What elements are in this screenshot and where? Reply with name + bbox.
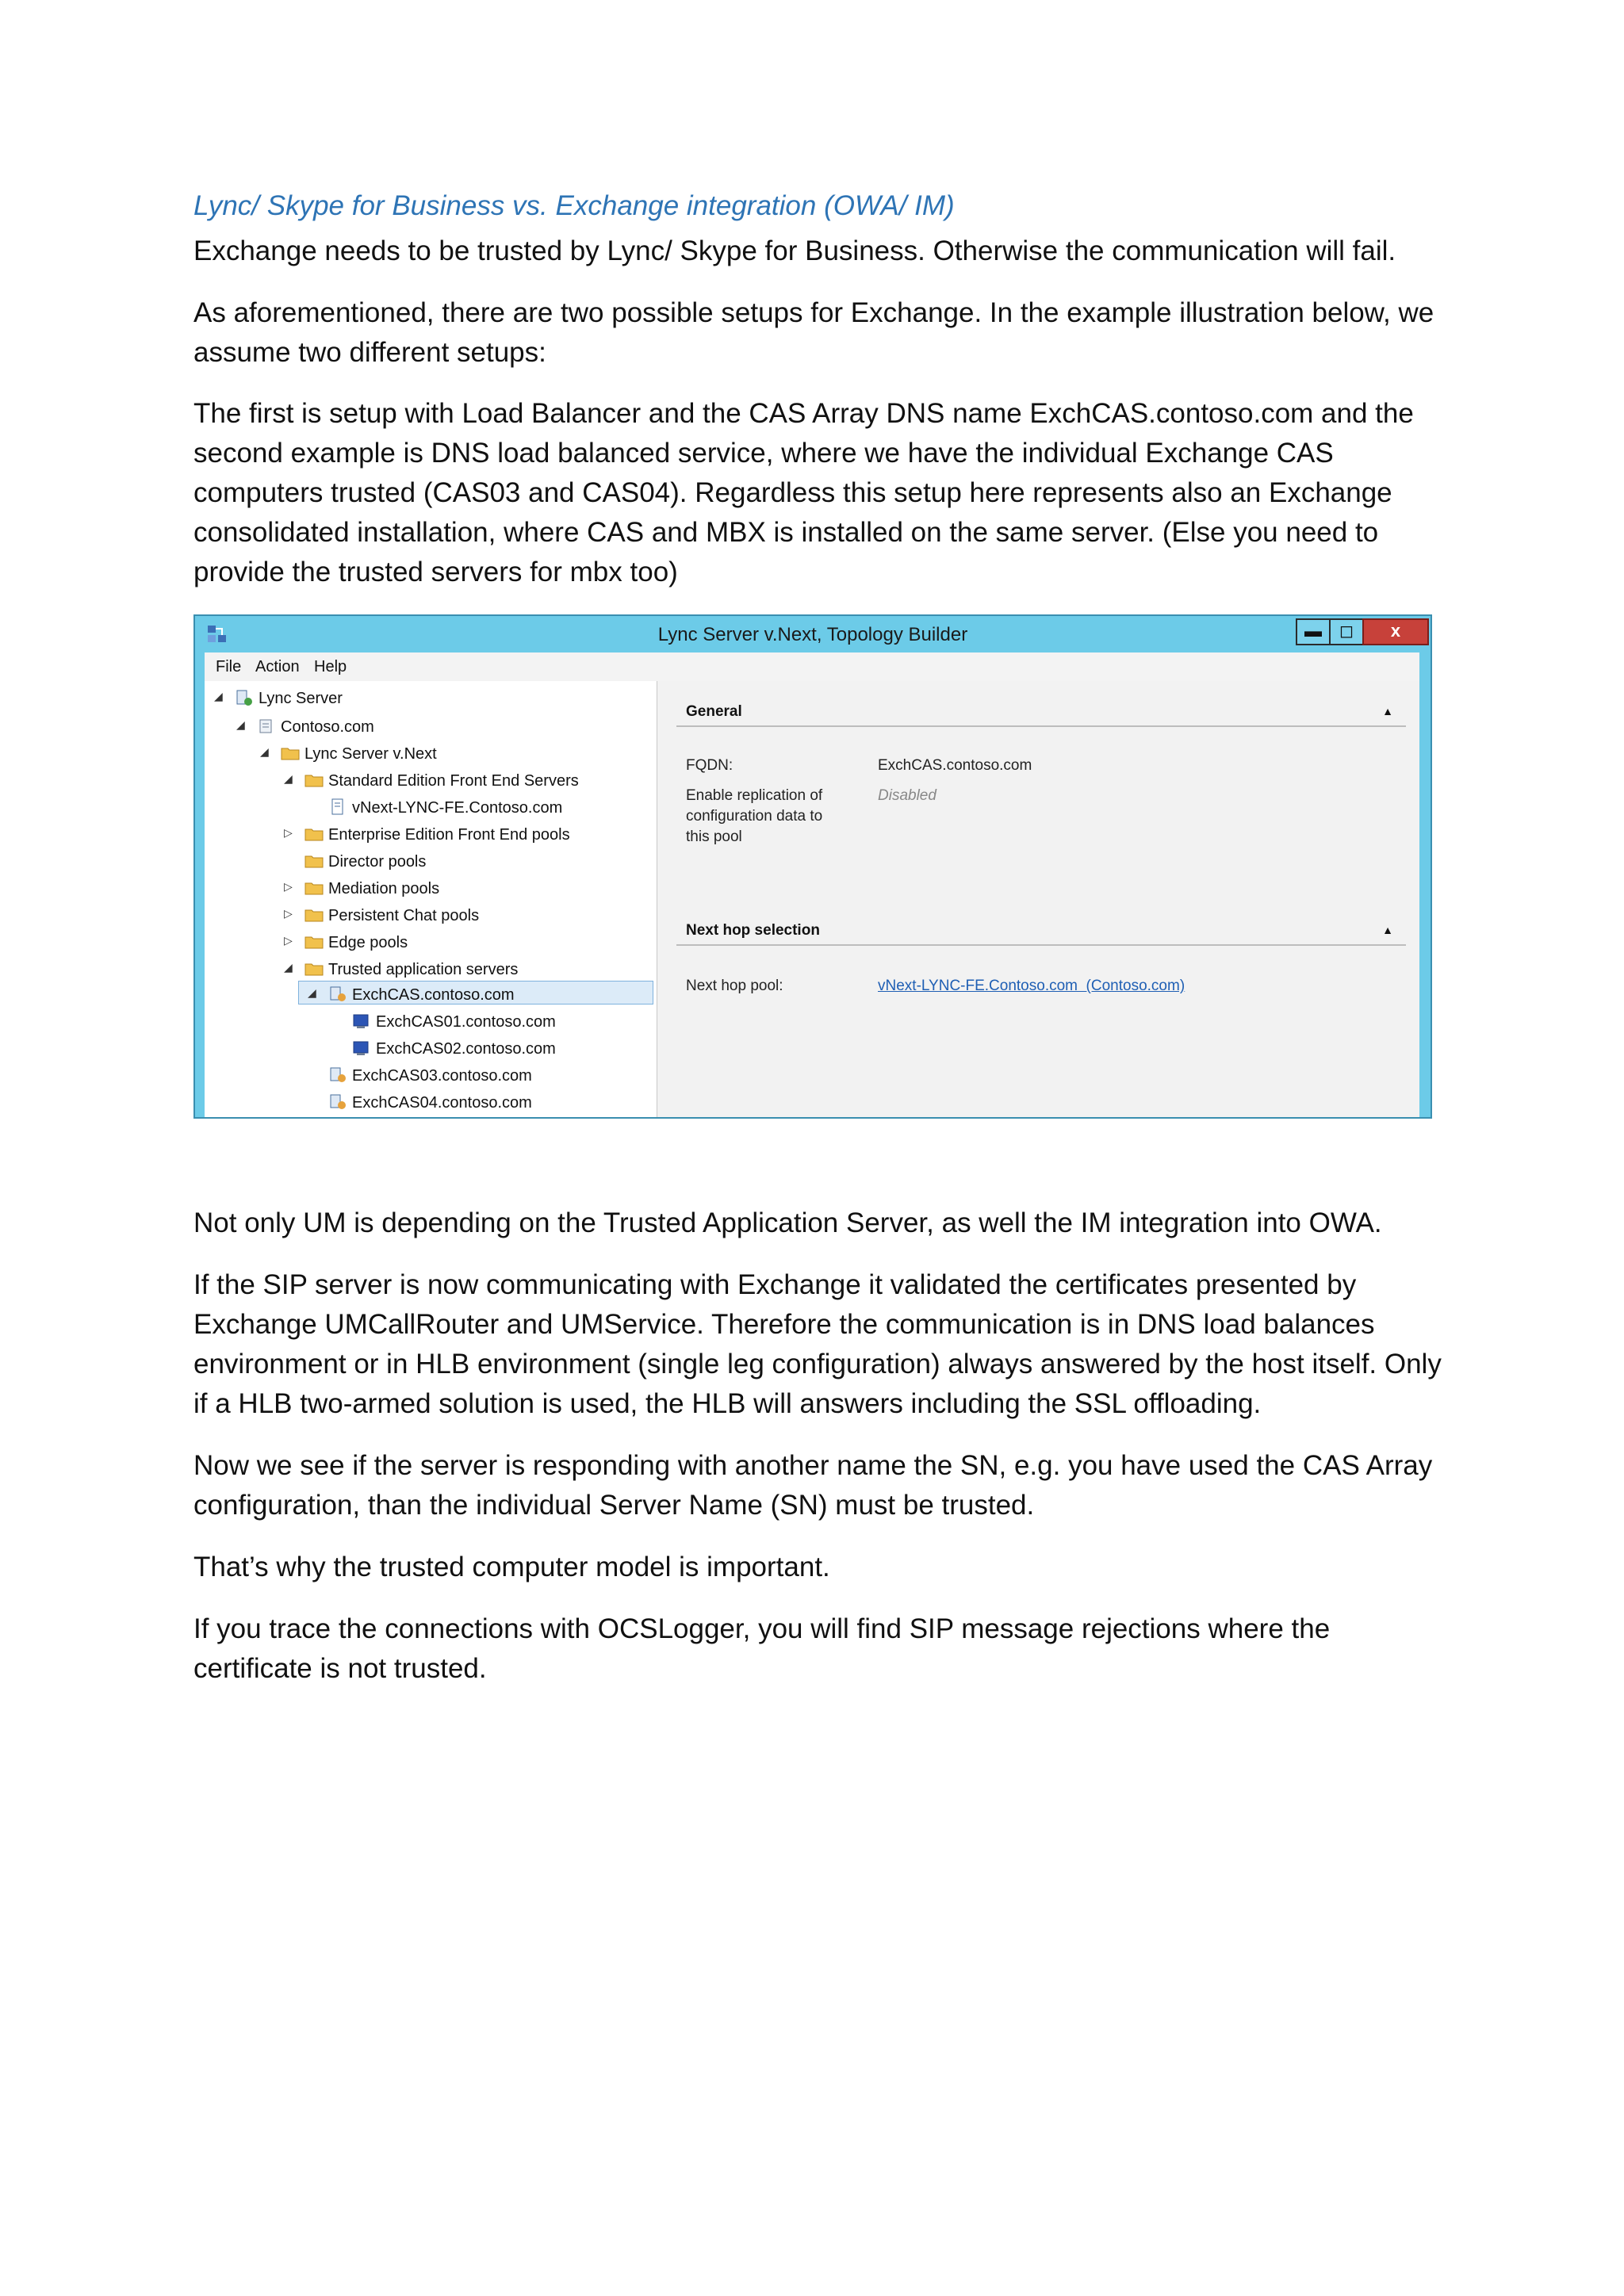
expanded-arrow-icon[interactable]: ◢ xyxy=(284,961,293,974)
paragraph-5: If the SIP server is now communicating with Exchange it validated the certificates presented by Exchange UMCallRouter and UMService. Therefore the communication is in DNS load balances environment or in HLB environment (single leg configuration) always answered by the host itself. Only if a HLB two-armed solution is used, the HLB will answers including the SSL offloading. xyxy=(193,1269,1442,1419)
next-hop-section-header[interactable]: Next hop selection ▲ xyxy=(676,920,1406,946)
expanded-arrow-icon[interactable]: ◢ xyxy=(214,690,223,702)
folder-icon xyxy=(304,879,324,897)
paragraph-1: Exchange needs to be trusted by Lync/ Skype for Business. Otherwise the communication will fail. xyxy=(193,235,1396,266)
server-icon xyxy=(235,689,254,706)
paragraph-4: Not only UM is depending on the Trusted Application Server, as well the IM integration into OWA. xyxy=(193,1207,1382,1238)
collapsed-arrow-icon[interactable]: ▷ xyxy=(284,907,293,920)
expanded-arrow-icon[interactable]: ◢ xyxy=(284,772,293,785)
paragraph-6: Now we see if the server is responding with another name the SN, e.g. you have used the CAS Array configuration, than the individual Server Name (SN) must be trusted. xyxy=(193,1450,1433,1521)
close-button[interactable]: x xyxy=(1362,618,1429,645)
paragraph-3: The first is setup with Load Balancer and the CAS Array DNS name ExchCAS.contoso.com and the second example is DNS load balanced service, where we have the individual Exchange CAS computers trusted (CAS03 and CAS04). Regardless this setup here represents also an Exchange consolidated installation, where CAS and MBX is installed on the same server. (Else you need to provide the trusted servers for mbx too) xyxy=(193,398,1414,587)
replication-label: Enable replication of configuration data to this pool xyxy=(686,787,823,845)
menu-action[interactable]: Action xyxy=(255,658,300,675)
properties-pane xyxy=(657,681,1419,1119)
collapsed-arrow-icon[interactable]: ▷ xyxy=(284,880,293,893)
folder-icon xyxy=(304,906,324,924)
fqdn-value: ExchCAS.contoso.com xyxy=(878,757,1032,774)
app-server-icon xyxy=(328,985,347,1003)
collapse-up-icon[interactable]: ▲ xyxy=(1382,924,1393,936)
computer-icon xyxy=(352,1039,371,1057)
topology-tree: ◢ Lync Server ◢ Contoso.com ◢ Lync Server v.Next ◢ Standard Edition Front End Servers vNext-LYNC-FE.Contoso.com ▷ Enterprise Edition Front End pools Director pools ▷ Mediation pools ▷ Persistent Chat pools ▷ Edge pools ◢ Trusted application servers ◢ ExchCAS.contoso.com ExchCAS01.contoso.com ExchCAS02.contoso.com ExchCAS03.contoso.com ExchCAS04.contoso.com xyxy=(205,681,657,1119)
folder-icon xyxy=(304,771,324,789)
menu-file[interactable]: File xyxy=(216,658,242,675)
app-server-icon xyxy=(328,1093,347,1111)
menu-help[interactable]: Help xyxy=(314,658,347,675)
folder-icon xyxy=(281,744,300,762)
computer-icon xyxy=(352,1012,371,1030)
paragraph-7: That’s why the trusted computer model is important. xyxy=(193,1552,830,1582)
collapsed-arrow-icon[interactable]: ▷ xyxy=(284,934,293,947)
folder-icon xyxy=(304,852,324,870)
expanded-arrow-icon[interactable]: ◢ xyxy=(260,745,269,758)
folder-icon xyxy=(304,933,324,951)
folder-icon xyxy=(304,825,324,843)
menu-bar xyxy=(205,652,1419,681)
expanded-arrow-icon[interactable]: ◢ xyxy=(308,986,316,999)
fqdn-label: FQDN: xyxy=(686,757,733,774)
general-section-header[interactable]: General ▲ xyxy=(676,702,1406,727)
collapsed-arrow-icon[interactable]: ▷ xyxy=(284,826,293,839)
site-icon xyxy=(257,718,276,735)
maximize-button[interactable]: ◻ xyxy=(1329,618,1364,645)
window-titlebar xyxy=(195,616,1431,652)
folder-icon xyxy=(304,960,324,978)
paragraph-2: As aforementioned, there are two possible setups for Exchange. In the example illustration below, we assume two different setups: xyxy=(193,297,1434,368)
next-hop-label: Next hop pool: xyxy=(686,978,783,994)
section-heading: Lync/ Skype for Business vs. Exchange integration (OWA/ IM) xyxy=(193,190,955,221)
app-server-icon xyxy=(328,1066,347,1084)
minimize-button[interactable]: ▬ xyxy=(1296,618,1331,645)
topology-builder-screenshot xyxy=(193,614,1432,1119)
replication-value: Disabled xyxy=(878,787,936,804)
window-title: Lync Server v.Next, Topology Builder xyxy=(657,624,968,645)
expanded-arrow-icon[interactable]: ◢ xyxy=(236,718,245,731)
next-hop-pool-link[interactable]: vNext-LYNC-FE.Contoso.com (Contoso.com) xyxy=(878,978,1185,994)
document-server-icon xyxy=(328,798,347,816)
paragraph-8: If you trace the connections with OCSLogger, you will find SIP message rejections where the certificate is not trusted. xyxy=(193,1613,1331,1684)
collapse-up-icon[interactable]: ▲ xyxy=(1382,705,1393,718)
